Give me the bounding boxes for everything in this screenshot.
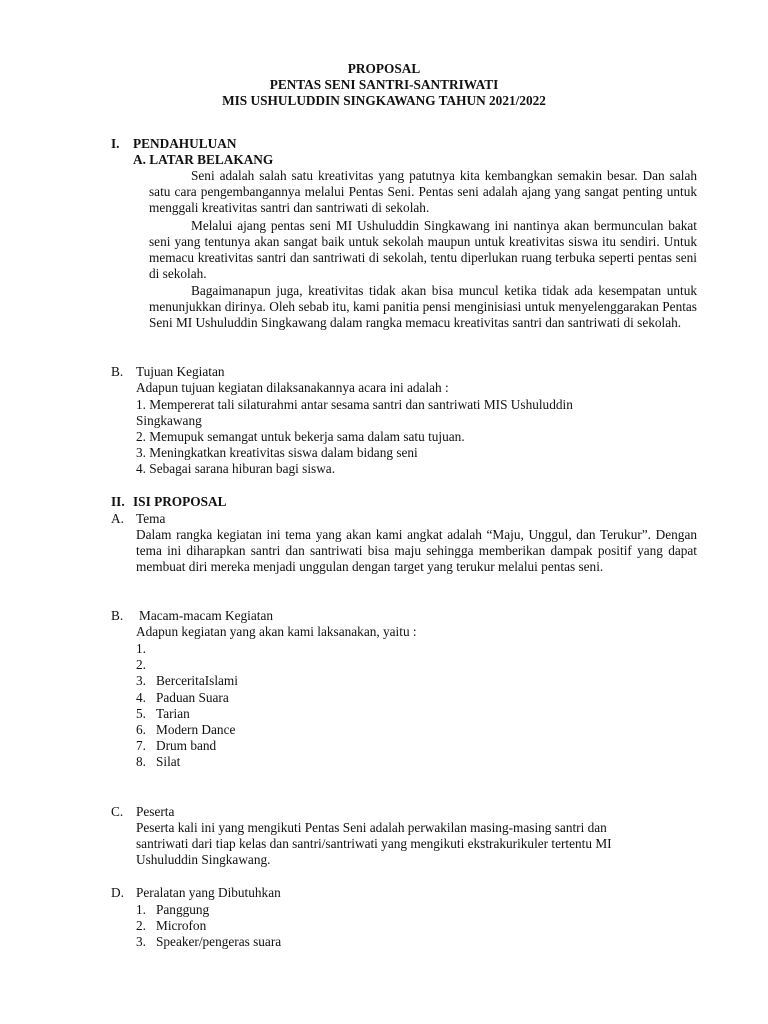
- tujuan-item-2: 2. Memupuk semangat untuk bekerja sama dalam satu tujuan.: [136, 429, 465, 444]
- tujuan-title: Tujuan Kegiatan: [136, 364, 225, 379]
- tujuan-item-4: 4. Sebagai sarana hiburan bagi siswa.: [136, 461, 336, 476]
- list-item-number: 2.: [136, 918, 146, 934]
- list-item: [136, 934, 281, 950]
- list-item-text: Speaker/pengeras suara: [156, 934, 282, 950]
- list-item: [136, 918, 281, 934]
- list-item-text: Drum band: [156, 738, 217, 754]
- peserta-line-2: santriwati dari tiap kelas dan santri/santriwati yang mengikuti ekstrakurikuler tertentu MI: [136, 836, 612, 851]
- list-item-number: 4.: [136, 689, 146, 705]
- macam-intro: Adapun kegiatan yang akan kami laksanakan, yaitu :: [136, 624, 417, 639]
- list-item-number: 1.: [136, 641, 146, 656]
- list-item-number: 7.: [136, 738, 146, 754]
- paragraph-latar-3: Bagaimanapun juga, kreativitas tidak akan bisa muncul ketika tidak ada kesempatan untuk menunjukkan dirinya. Oleh sebab itu, kami panitia pensi menginisiasi untuk menyelenggarakan Pentas Seni MI Ushuluddin Singkawang dalam rangka memacu kreativitas santri dan santriwati di sekolah.: [149, 283, 697, 330]
- list-item: [136, 673, 238, 689]
- list-item-number: 8.: [136, 754, 146, 770]
- list-item-text: Microfon: [156, 918, 207, 934]
- list-item-number: 3.: [136, 934, 146, 950]
- peserta-line-1: Peserta kali ini yang mengikuti Pentas Seni adalah perwakilan masing-masing santri dan: [136, 820, 607, 835]
- peserta-title: Peserta: [136, 804, 175, 819]
- peralatan-list: [136, 902, 281, 951]
- tujuan-item-1: 1. Mempererat tali silaturahmi antar sesama santri dan santriwati MIS Ushuluddin: [136, 397, 573, 412]
- title-line-1: PROPOSAL: [347, 61, 421, 76]
- title-line-2: PENTAS SENI SANTRI-SANTRIWATI: [269, 77, 499, 92]
- list-item-number: 1.: [136, 902, 146, 917]
- list-item: [136, 722, 238, 738]
- macam-number: B.: [111, 608, 124, 623]
- list-item-number: 2.: [136, 657, 146, 673]
- peserta-line-3: Ushuluddin Singkawang.: [136, 852, 271, 867]
- list-item-number: 3.: [136, 673, 146, 689]
- peserta-number: C.: [111, 804, 124, 819]
- paragraph-latar-1: Seni adalah salah satu kreativitas yang patutnya kita kembangkan semakin besar. Dan salah satu cara pengembangannya melalui Pentas Seni. Pentas seni adalah ajang yang sangat penting untuk menggali kreativitas santri dan santriwati di sekolah.: [149, 168, 697, 215]
- list-item: [136, 690, 238, 706]
- peralatan-title: Peralatan yang Dibutuhkan: [136, 885, 281, 900]
- section-1-number: I.: [111, 136, 120, 151]
- list-item-number: 5.: [136, 705, 146, 721]
- tujuan-number: B.: [111, 364, 124, 379]
- tujuan-item-3: 3. Meningkatkan kreativitas siswa dalam bidang seni: [136, 445, 418, 460]
- tujuan-intro: Adapun tujuan kegiatan dilaksanakannya acara ini adalah :: [136, 380, 449, 395]
- list-item: [136, 754, 238, 770]
- list-item: [136, 902, 281, 918]
- list-item: [136, 706, 238, 722]
- list-item: [136, 641, 238, 657]
- tema-number: A.: [111, 511, 124, 526]
- list-item-text: Modern Dance: [156, 721, 236, 737]
- paragraph-latar-2: Melalui ajang pentas seni MI Ushuluddin Singkawang ini nantinya akan bermunculan bakat seni yang tentunya akan sangat baik untuk sekolah maupun untuk kreativitas siswa itu sendiri. Untuk memacu kreativitas santri dan santriwati di sekolah, tentu diperlukan ruang terbuka seperti pentas seni di sekolah.: [149, 218, 697, 281]
- list-item-text: BerceritaIslami: [156, 673, 238, 689]
- proposal-title-block: [0, 61, 768, 109]
- list-item-text: Panggung: [156, 902, 210, 917]
- macam-list: [136, 641, 238, 771]
- list-item-text: Tarian: [156, 705, 190, 721]
- tema-title: Tema: [136, 511, 166, 526]
- section-1-title: PENDAHULUAN: [133, 136, 237, 151]
- list-item-number: 6.: [136, 721, 146, 737]
- peralatan-number: D.: [111, 885, 124, 900]
- tujuan-item-1-cont: Singkawang: [136, 413, 202, 428]
- section-2-title: ISI PROPOSAL: [133, 494, 227, 509]
- list-item-text: Paduan Suara: [156, 689, 229, 705]
- tema-paragraph: Dalam rangka kegiatan ini tema yang akan kami angkat adalah “Maju, Unggul, dan Terukur”. Dengan tema ini diharapkan santri dan santriwati bisa maju sehingga memberikan dampak positif yang dapat membuat diri mereka menjadi unggulan dengan target yang terukur melalui pentas seni.: [136, 527, 697, 574]
- list-item: [136, 657, 238, 673]
- title-line-3: MIS USHULUDDIN SINGKAWANG TAHUN 2021/2022: [222, 93, 546, 108]
- section-2-number: II.: [111, 494, 125, 509]
- macam-title: Macam-macam Kegiatan: [139, 608, 274, 623]
- list-item-text: Silat: [156, 754, 181, 770]
- subsection-latar-belakang: A. LATAR BELAKANG: [133, 152, 274, 167]
- list-item: [136, 738, 238, 754]
